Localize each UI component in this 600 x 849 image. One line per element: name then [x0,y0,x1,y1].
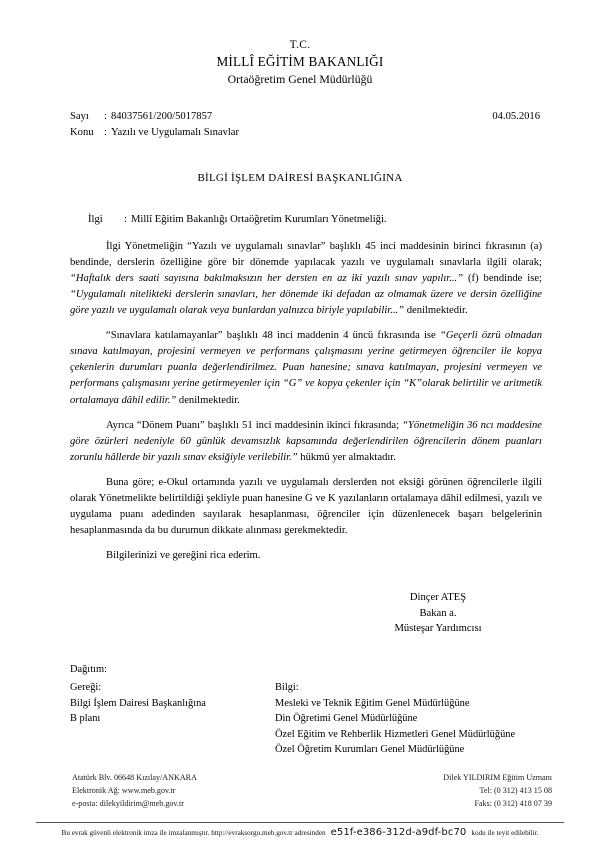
paragraph-text: denilmektedir. [176,394,240,406]
paragraph-text: Ayrıca “Dönem Puanı” başlıklı 51 inci maddesinin ikinci fıkrasında; [106,419,403,431]
esignature-notice [36,826,564,849]
page-footer [0,771,600,849]
quoted-regulation-text: “Geçerli özrü olmadan sınava katılmayan, projesini vermeyen ve performans çalışmasını yerine getirmeyen öğrenciler ile kopya çekenlerin durumları puanla değerlendirilmez. Puan hanesine; sınava katılmayan, projesini vermeyen ve performans çalışmasını yerine getirmeyenler için “G” ve kopya çekenler için “K”olarak belirtilir ve aritmetik ortalamaya dâhil edilir.” [70,330,542,406]
distribution-list-bilgi [275,696,560,758]
footer-line: Faks: (0 312) 418 07 39 [474,798,552,808]
paragraph-text: İlgi Yönetmeliğin “Yazılı ve uygulamalı sınavlar” başlıklı 45 inci maddesinin birinci fıkrasının (a) bendinde, derslerin özelliğine göre bir dönemde yapılacak yazılı ve uygulamalı sınavlarla ilgili olarak; [70,240,542,268]
reference-separator: : [124,213,127,225]
distribution-item: Din Öğretimi Genel Müdürlüğüne [275,713,418,725]
reference-line [88,214,542,225]
distribution-column-bilgi [275,680,560,758]
paragraph-text: Buna göre; e-Okul ortamında yazılı ve uygulamalı derslerden not eksiği görünen öğrencilerle ilgili olarak Yönetmelikte belirtildiği şekliyle puan hanesine G ve K yazılanların ortalamaya dâhil edilmesi, yazılı ve uygulama puanı adedinden sayılarak hesaplanması, öğrenciler için düzenlenecek başarı belgelerinin hesaplanmasında da bu durumun dikkate alınması gerekmektedir. [70,476,542,537]
konu-label: Konu [70,127,94,139]
body-paragraph [70,319,542,408]
signature-block [338,590,538,636]
distribution-item: Bilgi İşlem Dairesi Başkanlığına [70,697,206,709]
reference-value: Millî Eğitim Bakanlığı Ortaöğretim Kurumları Yönetmeliği. [130,213,387,225]
quoted-regulation-text: “Haftalık ders saati sayısına bakılmaksızın her dersten en az iki yazılı sınav yapılır...” [70,272,464,284]
footer-line: Atatürk Blv. 06648 Kızılay/ANKARA [72,772,197,782]
quoted-regulation-text: “Yönetmeliğin 36 ncı maddesine göre özürleri nedeniyle 60 günlük devamsızlık kapsamında değerlendirilen öğrencilerin dönem puanları zorunlu hâllerde bir yazılı sınav eksiğiyle verilebilir.” [70,419,542,463]
document-date: 04.05.2016 [492,110,540,122]
esignature-verification-code: e51f-e386-312d-a9df-bc70 [330,827,467,838]
distribution-columns [70,680,560,758]
distribution-item: Özel Eğitim ve Rehberlik Hizmetleri Genel Müdürlüğüne [275,728,516,740]
distribution-column-geregi [70,680,275,758]
sayi-group [70,109,212,125]
reference-label: İlgi [88,213,103,225]
body-paragraph [70,409,542,466]
ministry-name: MİLLÎ EĞİTİM BAKANLIĞI [216,54,384,70]
department-name: Ortaöğretim Genel Müdürlüğü [227,71,373,86]
quoted-regulation-text: “Uygulamalı nitelikteki derslerin sınavları, her dönemde iki defadan az olmamak üzere ve dersin özelliğine göre yazılı ve uygulamalı olarak veya bunlardan yalnızca biriyle yapılabilir...” [70,288,542,317]
document-meta [70,109,542,142]
esignature-suffix-text: kodu ile teyit edilebilir. [471,829,539,837]
addressee-heading: BİLGİ İŞLEM DAİRESİ BAŞKANLIĞINA [197,171,403,184]
distribution-heading-geregi: Gereği: [70,682,102,694]
footer-contacts [72,771,552,810]
esignature-prefix-text: Bu evrak güvenli elektronik imza ile imzalanmıştır. http://evraksorgu.meb.gov.tr adresinden [61,829,326,837]
konu-group [70,125,239,141]
konu-separator: : [104,127,107,139]
paragraph-text: (f) bendinde ise; [463,272,542,284]
distribution-item: Özel Öğretim Kurumları Genel Müdürlüğüne [275,744,465,756]
distribution-block [70,662,560,758]
body-paragraph [70,225,542,319]
footer-line: Tel: (0 312) 413 15 08 [479,785,552,795]
state-designation: T.C. [289,39,311,51]
footer-line: Elektronik Ağ: www.meb.gov.tr [72,785,176,795]
meta-row-konu [70,125,542,141]
body-content [70,225,542,565]
footer-divider [36,822,564,823]
sayi-separator: : [104,110,107,122]
sayi-value: 84037561/200/5017857 [110,110,213,122]
footer-line: Dilek YILDIRIM Eğitim Uzmanı [443,772,552,782]
paragraph-text: denilmektedir. [404,305,468,317]
signer-name: Dinçer ATEŞ [409,592,467,604]
body-paragraph [70,539,542,564]
distribution-list-geregi [70,696,275,727]
distribution-item: Mesleki ve Teknik Eğitim Genel Müdürlüğüne [275,697,470,709]
sayi-label: Sayı [70,110,89,122]
konu-value: Yazılı ve Uygulamalı Sınavlar [110,127,240,139]
footer-line: e-posta: dilekyildirim@meb.gov.tr [72,798,184,808]
meta-row-sayi [70,109,542,125]
signer-title: Müsteşar Yardımcısı [394,623,482,635]
distribution-item: B planı [70,713,101,725]
footer-officer-block [443,771,552,810]
body-paragraph [70,466,542,539]
masthead [0,0,600,87]
paragraph-text: hükmü yer almaktadır. [297,451,396,463]
paragraph-text: “Sınavlara katılamayanlar” başlıklı 48 inci maddenin 4 üncü fıkrasında ise [106,330,440,342]
signer-on-behalf: Bakan a. [419,607,457,619]
distribution-heading-bilgi: Bilgi: [275,682,299,694]
distribution-title: Dağıtım: [70,664,107,676]
footer-address-block [72,771,197,810]
paragraph-text: Bilgilerinizi ve gereğini rica ederim. [106,550,261,562]
